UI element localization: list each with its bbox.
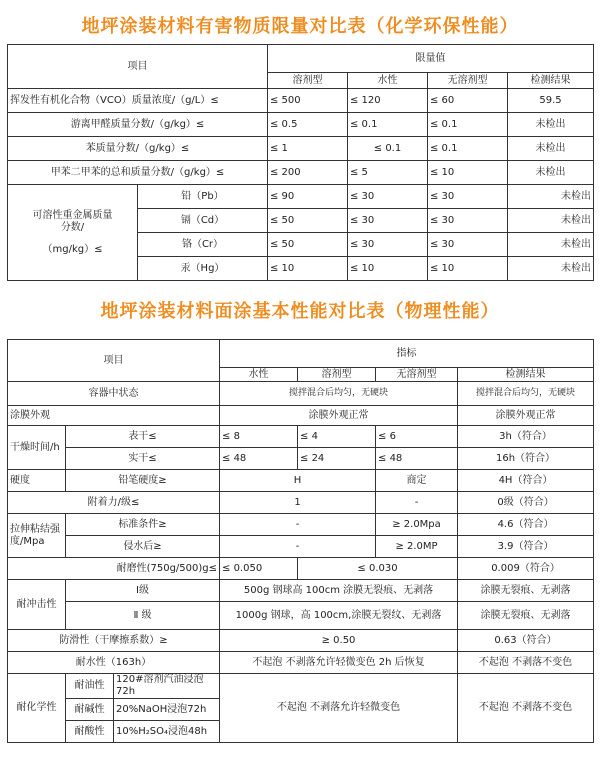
result-cell: 0级（符合） xyxy=(458,492,594,514)
row-label: 侵水后≥ xyxy=(66,536,220,558)
cell: - xyxy=(220,514,376,536)
group-label: 硬度 xyxy=(8,470,66,492)
metal-group-label xyxy=(8,185,138,281)
result-cell: 未检出 xyxy=(508,137,594,161)
cell: ≤ 30 xyxy=(428,209,508,233)
limit-header: 限量值 xyxy=(268,45,594,73)
cell: ≤ 48 xyxy=(376,448,458,470)
cell: ≤ 0.5 xyxy=(268,113,348,137)
cell: ≤ 6 xyxy=(376,426,458,448)
result-cell: 不起泡 不剥落不变色 xyxy=(458,674,594,743)
cell: ≥ 0.50 xyxy=(220,630,458,652)
row-detail: 10%H₂SO₄浸泡48h xyxy=(114,721,220,743)
row-label: 耐酸性 xyxy=(66,721,114,743)
row-label: 甲苯二甲苯的总和质量分数/（g/kg）≤ xyxy=(8,161,268,185)
cell: ≤ 30 xyxy=(428,233,508,257)
cell: ≤ 90 xyxy=(268,185,348,209)
group-label xyxy=(8,514,66,558)
cell: ≤ 10 xyxy=(428,161,508,185)
cell: ≤ 0.050 xyxy=(220,558,298,580)
metal-label: 镉（Cd） xyxy=(138,209,268,233)
cell: ≤ 50 xyxy=(268,233,348,257)
metal-group-line: 分数/ xyxy=(60,221,85,233)
row-label: 苯质量分数/（g/kg）≤ xyxy=(8,137,268,161)
cell: 搅拌混合后均匀，无硬块 xyxy=(220,382,458,406)
result-cell: 未检出 xyxy=(508,113,594,137)
result-cell: 3h（符合） xyxy=(458,426,594,448)
group-label: 耐冲击性 xyxy=(8,580,66,630)
row-label: 标准条件≥ xyxy=(66,514,220,536)
table1-title: 地坪涂装材料有害物质限量对比表（化学环保性能） xyxy=(81,16,519,37)
result-cell: 4H（符合） xyxy=(458,470,594,492)
result-cell: 未检出 xyxy=(508,185,594,209)
cell: ≤ 500 xyxy=(268,89,348,113)
result-cell: 未检出 xyxy=(508,257,594,281)
cell: ≤ 50 xyxy=(268,209,348,233)
item-header: 项目 xyxy=(8,340,220,382)
result-cell: 涂膜无裂痕、无剥落 xyxy=(458,602,594,630)
cell: 商定 xyxy=(376,470,458,492)
result-cell: 未检出 xyxy=(508,161,594,185)
cell: ≥ 2.0Mpa xyxy=(376,514,458,536)
row-label: 铅笔硬度≥ xyxy=(66,470,220,492)
row-detail: 120#溶剂汽油浸泡72h xyxy=(114,674,220,699)
col-header: 检测结果 xyxy=(508,73,594,89)
result-cell: 16h（符合） xyxy=(458,448,594,470)
cell: 不起泡 不剥落允许轻微变色 2h 后恢复 xyxy=(220,652,458,674)
index-header: 指标 xyxy=(220,340,594,368)
physical-table xyxy=(7,339,594,743)
cell: ≤ 10 xyxy=(268,257,348,281)
cell: - xyxy=(376,492,458,514)
cell: ≤ 60 xyxy=(428,89,508,113)
group-label: 干燥时间/h xyxy=(8,426,66,470)
cell: 涂膜外观正常 xyxy=(220,406,458,426)
result-cell: 59.5 xyxy=(508,89,594,113)
col-header: 无溶剂型 xyxy=(376,368,458,382)
row-label: Ⅰ级 xyxy=(66,580,220,602)
result-cell: 涂膜外观正常 xyxy=(458,406,594,426)
cell: H xyxy=(220,470,376,492)
row-label: 表干≤ xyxy=(66,426,220,448)
cell: - xyxy=(220,536,376,558)
cell: ≤ 5 xyxy=(348,161,428,185)
result-cell: 未检出 xyxy=(508,233,594,257)
col-header: 水性 xyxy=(220,368,298,382)
result-cell: 搅拌混合后均匀，无硬块 xyxy=(458,382,594,406)
result-cell: 4.6（符合） xyxy=(458,514,594,536)
cell: ≤ 8 xyxy=(220,426,298,448)
cell: ≤ 30 xyxy=(348,185,428,209)
result-cell: 不起泡 不剥落不变色 xyxy=(458,652,594,674)
cell: ≤ 0.1 xyxy=(428,113,508,137)
group-label-line: 度/Mpa xyxy=(10,535,45,547)
row-label: 容器中状态 xyxy=(8,382,220,406)
metal-label: 汞（Hg） xyxy=(138,257,268,281)
metal-group-line: （mg/kg）≤ xyxy=(42,243,103,255)
metal-group-line: 可溶性重金属质量 xyxy=(32,209,113,221)
metal-label: 铅（Pb） xyxy=(138,185,268,209)
row-label: 耐水性（163h） xyxy=(8,652,220,674)
col-header: 溶剂型 xyxy=(298,368,376,382)
cell: ≤ 10 xyxy=(348,257,428,281)
col-header: 水性 xyxy=(348,73,428,89)
row-label: 游离甲醛质量分数/（g/kg）≤ xyxy=(8,113,268,137)
cell: ≤ 30 xyxy=(348,233,428,257)
metal-label: 铬（Cr） xyxy=(138,233,268,257)
row-label: Ⅱ 级 xyxy=(66,602,220,630)
cell: 500g 钢球高 100cm 涂膜无裂痕、无剥落 xyxy=(220,580,458,602)
group-label-line: 拉伸粘结强 xyxy=(10,523,60,535)
cell: ≤ 30 xyxy=(428,185,508,209)
result-cell: 涂膜无裂痕、无剥落 xyxy=(458,580,594,602)
item-header: 项目 xyxy=(8,45,268,89)
cell: ≤ 24 xyxy=(298,448,376,470)
col-header: 无溶剂型 xyxy=(428,73,508,89)
cell: ≤ 1 xyxy=(268,137,348,161)
cell: ≤ 200 xyxy=(268,161,348,185)
cell: ≤ 48 xyxy=(220,448,298,470)
cell: ≤ 120 xyxy=(348,89,428,113)
cell: ≥ 2.0MP xyxy=(376,536,458,558)
cell: ≤ 0.1 xyxy=(348,137,428,161)
cell: ≤ 10 xyxy=(428,257,508,281)
cell: ≤ 0.1 xyxy=(348,113,428,137)
row-label: 挥发性有机化合物（VCO）质量浓度/（g/L）≤ xyxy=(8,89,268,113)
row-label: 耐油性 xyxy=(66,674,114,699)
cell: 1 xyxy=(220,492,376,514)
cell: ≤ 0.030 xyxy=(298,558,458,580)
result-cell: 未检出 xyxy=(508,209,594,233)
cell: ≤ 30 xyxy=(348,209,428,233)
row-label: 实干≤ xyxy=(66,448,220,470)
table2-title: 地坪涂装材料面涂基本性能对比表（物理性能） xyxy=(100,301,500,322)
col-header: 检测结果 xyxy=(458,368,594,382)
cell: 不起泡 不剥落允许轻微变色 xyxy=(220,674,458,743)
row-detail: 20%NaOH浸泡72h xyxy=(114,699,220,721)
col-header: 溶剂型 xyxy=(268,73,348,89)
result-cell: 0.009（符合） xyxy=(458,558,594,580)
row-label: 附着力/级≤ xyxy=(8,492,220,514)
row-label: 耐碱性 xyxy=(66,699,114,721)
cell: ≤ 0.1 xyxy=(428,137,508,161)
row-label: 防滑性（干摩擦系数）≥ xyxy=(8,630,220,652)
cell: 1000g 钢球，高 100cm,涂膜无裂纹、无剥落 xyxy=(220,602,458,630)
chemical-table xyxy=(7,44,594,281)
cell: ≤ 4 xyxy=(298,426,376,448)
row-label: 耐磨性(750g/500)g≤ xyxy=(8,558,220,580)
row-label: 涂膜外观 xyxy=(8,406,220,426)
result-cell: 0.63（符合） xyxy=(458,630,594,652)
result-cell: 3.9（符合） xyxy=(458,536,594,558)
group-label: 耐化学性 xyxy=(8,674,66,743)
